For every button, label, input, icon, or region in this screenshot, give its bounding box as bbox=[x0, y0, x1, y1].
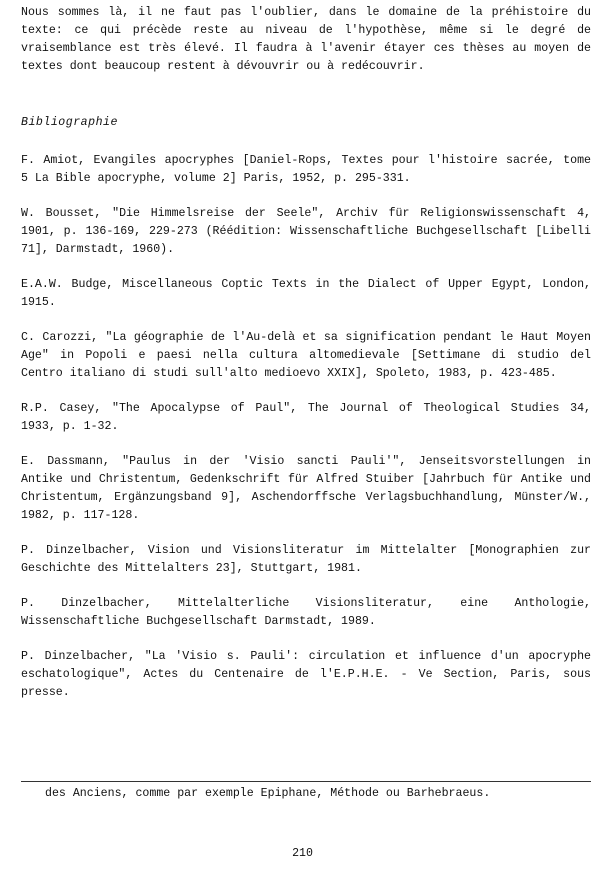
bibliography-entry-carozzi: C. Carozzi, "La géographie de l'Au-delà et sa signification pendant le Haut Moyen Age" in Popoli e paesi nella cultura altomedievale [Settimane di studio del Centro italiano di studi sull'alto medioevo XXIX], Spoleto, 1983, p. 423-485. bbox=[21, 331, 591, 380]
bibliography-entry-dinzelbacher-presse: P. Dinzelbacher, "La 'Visio s. Pauli': circulation et influence d'un apocryphe eschatologique", Actes du Centenaire de l'E.P.H.E. - Ve Section, Paris, sous presse. bbox=[21, 650, 591, 699]
footnote-divider bbox=[21, 781, 591, 782]
bibliography-entry-amiot: F. Amiot, Evangiles apocryphes [Daniel-Rops, Textes pour l'histoire sacrée, tome 5 La Bible apocryphe, volume 2] Paris, 1952, p. 295-331. bbox=[21, 154, 591, 185]
bibliography-list bbox=[21, 152, 591, 702]
footnote-text: des Anciens, comme par exemple Epiphane, Méthode ou Barhebraeus. bbox=[45, 787, 491, 800]
bibliography-entry-dinzelbacher-1989: P. Dinzelbacher, Mittelalterliche Visionsliteratur, eine Anthologie, Wissenschaftliche Buchgesellschaft Darmstadt, 1989. bbox=[21, 597, 591, 628]
page-number: 210 bbox=[292, 847, 313, 860]
bibliography-entry-casey: R.P. Casey, "The Apocalypse of Paul", The Journal of Theological Studies 34, 1933, p. 1-32. bbox=[21, 402, 591, 433]
bibliography-entry-dassmann: E. Dassmann, "Paulus in der 'Visio sancti Pauli'", Jenseitsvorstellungen in Antike und Christentum, Gedenkschrift für Alfred Stuiber [Jahrbuch für Antike und Christentum, Ergänzungsband 9], Aschendorffsche Verlagsbuchhandlung, Münster/W., 1982, p. 117-128. bbox=[21, 455, 591, 522]
intro-paragraph: Nous sommes là, il ne faut pas l'oublier, dans le domaine de la préhistoire du texte: ce qui précède reste au niveau de l'hypothèse, même si le degré de vraisemblance est très élevé. Il faudra à l'avenir étayer ces thèses au moyen de textes dont beaucoup restent à dévouvrir ou à redécouvrir. bbox=[21, 6, 591, 73]
bibliography-entry-bousset: W. Bousset, "Die Himmelsreise der Seele", Archiv für Religionswissenschaft 4, 1901, p. 136-169, 229-273 (Réédition: Wissenschaftliche Buchgesellschaft [Libelli 71], Darmstadt, 1960). bbox=[21, 207, 591, 256]
page-body bbox=[21, 4, 591, 719]
bibliography-entry-dinzelbacher-1981: P. Dinzelbacher, Vision und Visionsliteratur im Mittelalter [Monographien zur Geschichte des Mittelalters 23], Stuttgart, 1981. bbox=[21, 544, 591, 575]
bibliography-heading: Bibliographie bbox=[21, 116, 118, 129]
bibliography-entry-budge: E.A.W. Budge, Miscellaneous Coptic Texts in the Dialect of Upper Egypt, London, 1915. bbox=[21, 278, 591, 309]
